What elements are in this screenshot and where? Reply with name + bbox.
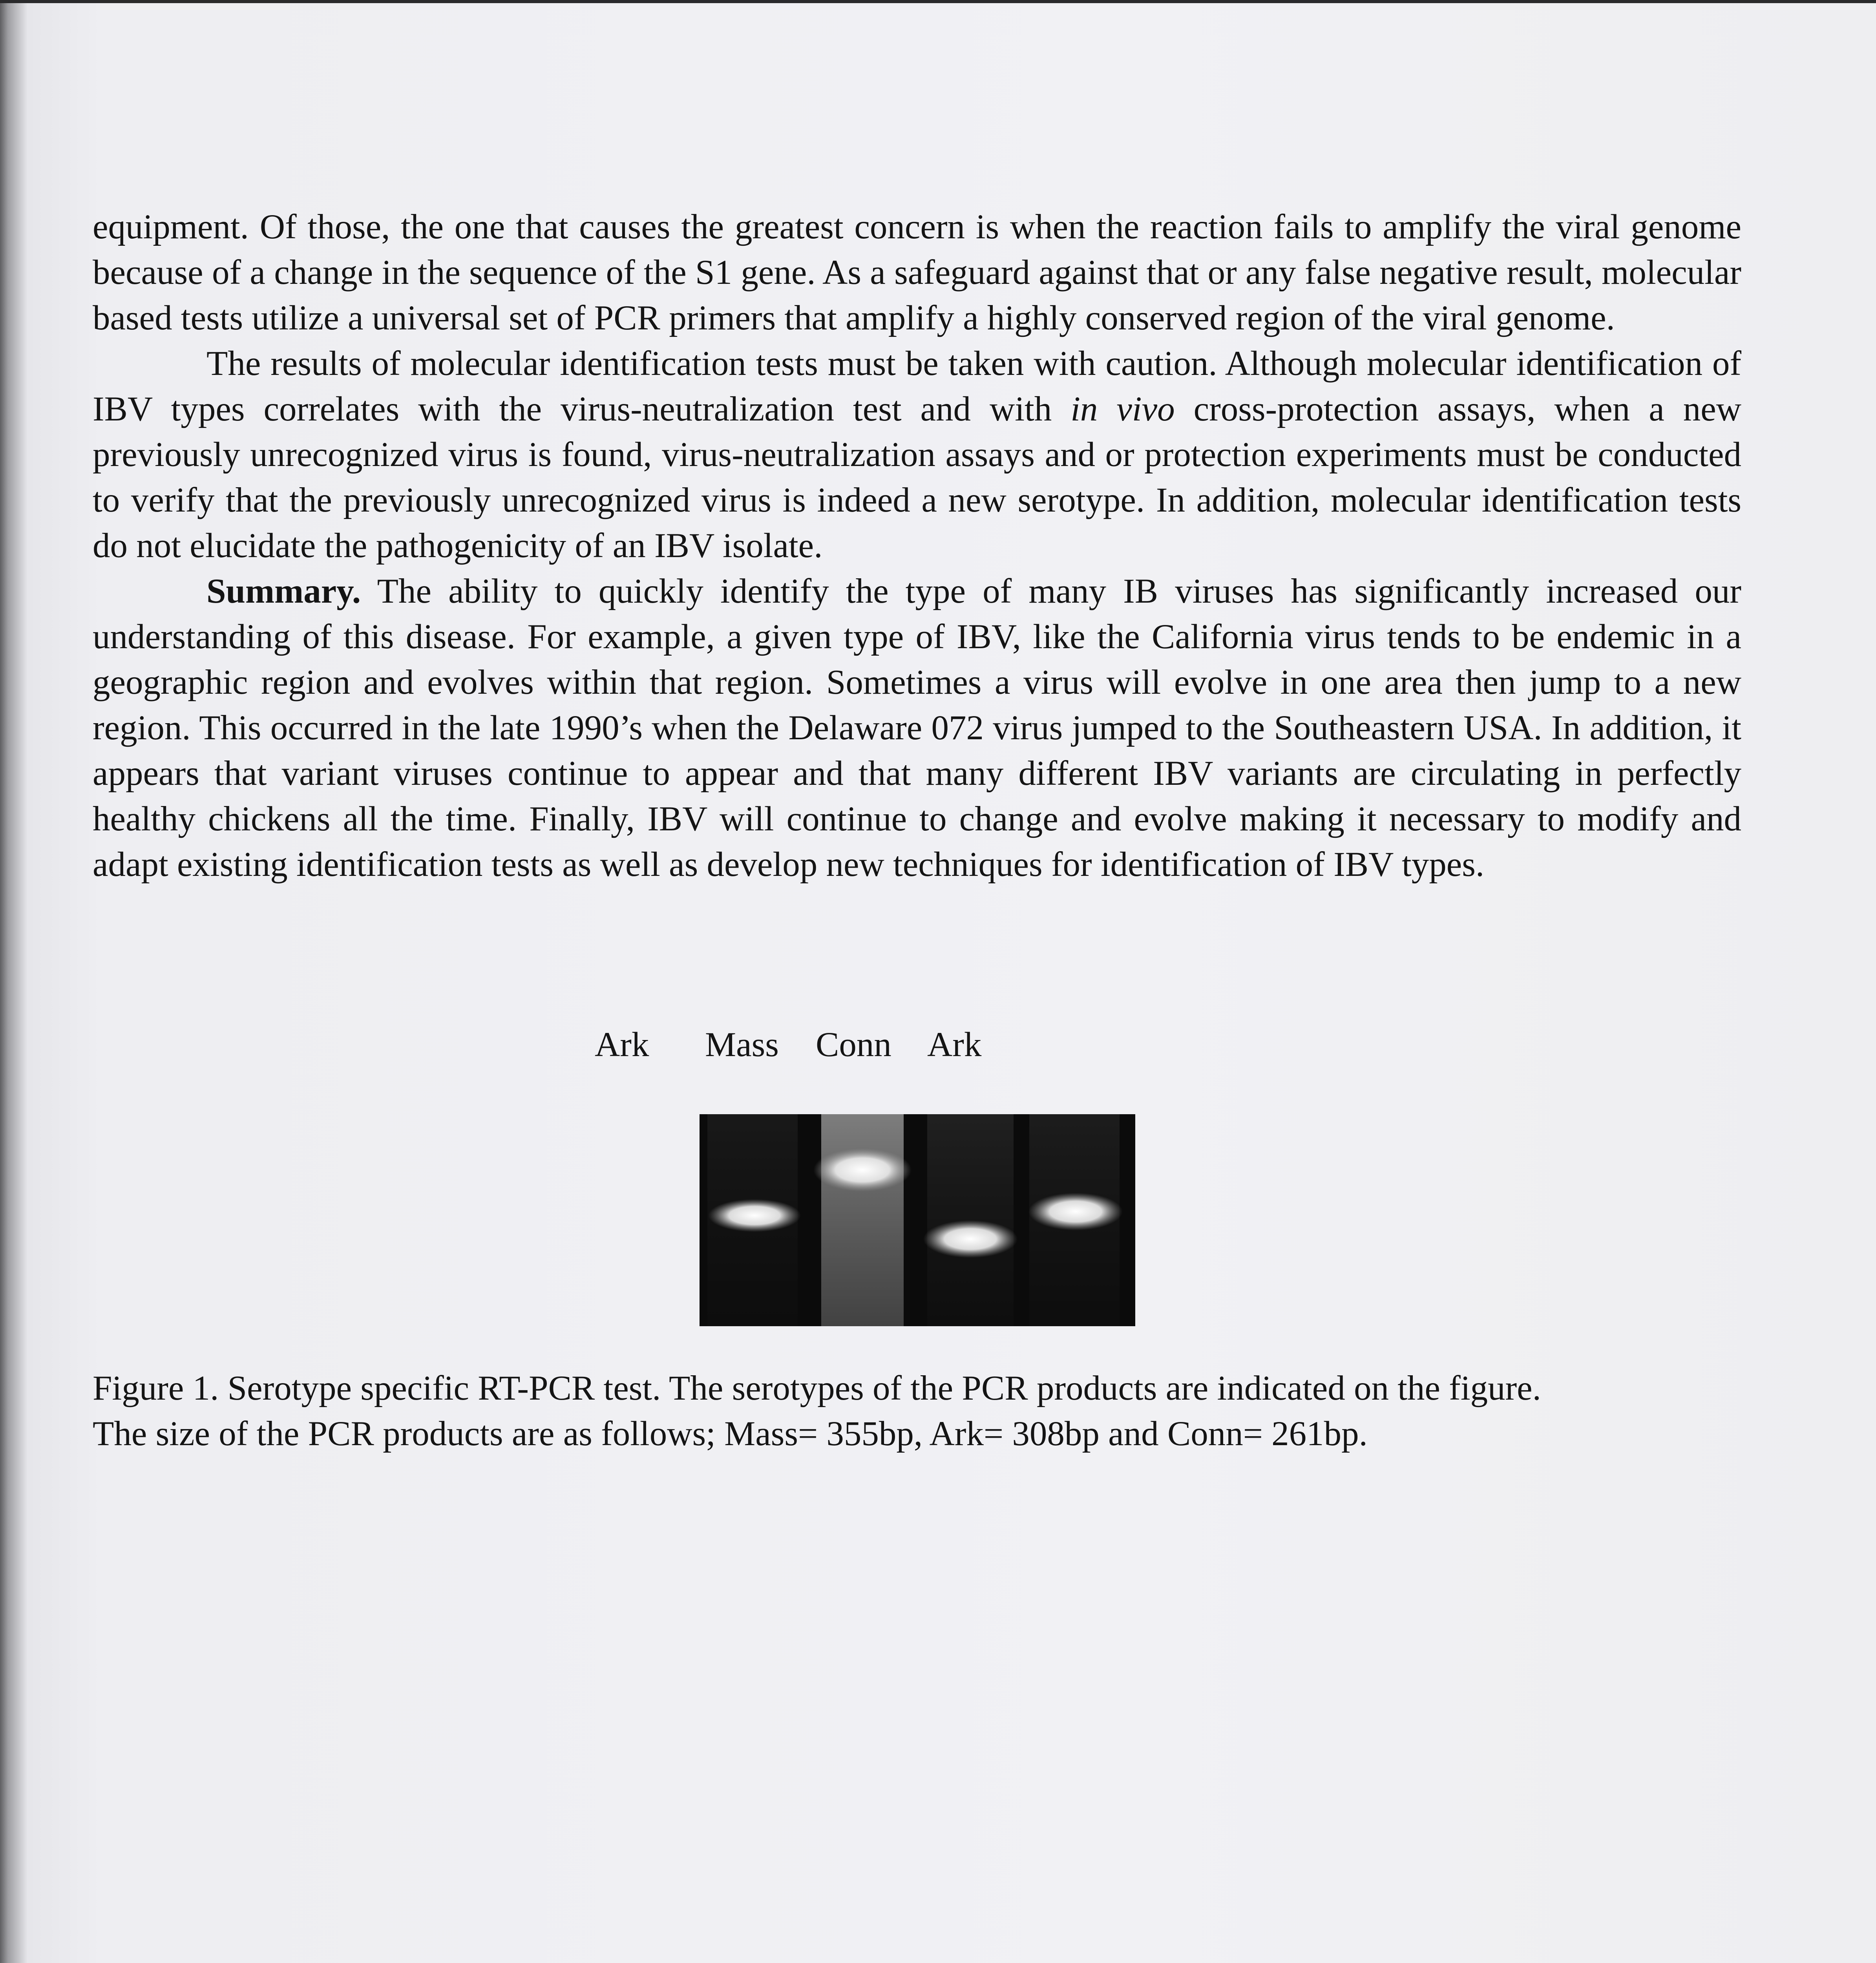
band-lane-4 (1028, 1193, 1123, 1230)
summary-heading: Summary. (206, 572, 361, 610)
band-lane-2 (813, 1148, 912, 1192)
paragraph-3-text: The ability to quickly identify the type of many IB viruses has significantly increased our understanding of this disease. For example, a given type of IBV, like the California virus tends to be endemic in a geographic region and evolves within that region. Sometimes a virus will evolve in one area then jump to a new region. This occurred in the late 1990’s when the Delaware 072 virus jumped to the Southeastern USA. In addition, it appears that variant viruses continue to appear and that many different IBV variants are circulating in perfectly healthy chickens all the time. Finally, IBV will continue to change and evolve making it necessary to modify and adapt existing identification tests as well as develop new techniques for identification of IBV types. (93, 572, 1741, 884)
paragraph-3 (93, 568, 1741, 887)
lane-2-smear (821, 1114, 904, 1326)
band-lane-3 (923, 1220, 1017, 1258)
scan-top-edge (0, 0, 1876, 3)
gel-svg (700, 1114, 1135, 1326)
paragraph-2-text-b: cross-protection assays, when a new previously unrecognized virus is found, virus-neutralization assays and or protection experiments must be conducted to verify that the previously unrecognized virus is indeed a new serotype. In addition, molecular identification tests do not elucidate the pathogenicity of an IBV isolate. (93, 390, 1741, 565)
paragraph-2-text-a: The results of molecular identification tests must be taken with caution. Although molecular identification of IBV types correlates with the virus-neutralization test and with (93, 344, 1741, 428)
caption-line-2: The size of the PCR products are as follows; Mass= 355bp, Ark= 308bp and Conn= 261bp. (93, 1415, 1368, 1453)
gel-image (700, 1114, 1135, 1326)
caption-line-1: Figure 1. Serotype specific RT-PCR test. The serotypes of the PCR products are indicated on the figure. (93, 1369, 1541, 1407)
paragraph-2-italic: in vivo (1070, 390, 1175, 428)
lane-label-4: Ark (927, 1025, 982, 1064)
lane-labels (510, 1025, 1217, 1072)
body-text (93, 204, 1741, 887)
paragraph-2 (93, 341, 1741, 568)
figure-1 (510, 1013, 1217, 1343)
lane-label-3: Conn (816, 1025, 891, 1064)
lane-label-2: Mass (705, 1025, 779, 1064)
band-lane-1 (708, 1199, 801, 1232)
paragraph-1: equipment. Of those, the one that causes the greatest concern is when the reaction fails to amplify the viral genome because of a change in the sequence of the S1 gene. As a safeguard against that or any false negative result, molecular based tests utilize a universal set of PCR primers that amplify a highly conserved region of the viral genome. (93, 208, 1741, 337)
lane-label-1: Ark (595, 1025, 649, 1064)
figure-caption (93, 1365, 1741, 1457)
